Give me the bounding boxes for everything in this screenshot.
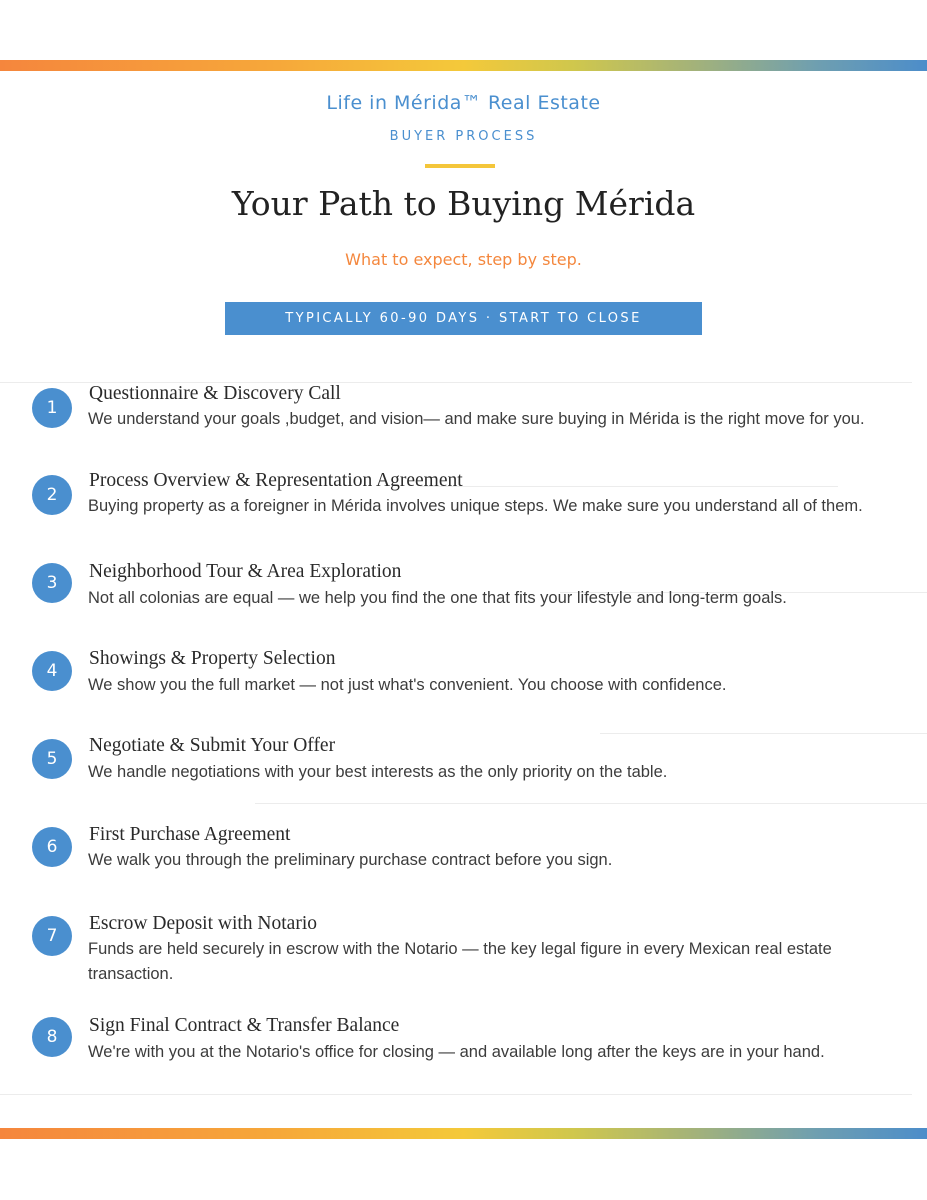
step-description: We understand your goals ,budget, and vision— and make sure buying in Mérida is the right move for you. xyxy=(88,410,865,428)
step-number-badge: 7 xyxy=(32,916,72,956)
brand-name: Life in Mérida™ Real Estate xyxy=(326,92,601,114)
step-number-badge: 1 xyxy=(32,388,72,428)
step-description: We walk you through the preliminary purchase contract before you sign. xyxy=(88,851,613,869)
step-title: Neighborhood Tour & Area Exploration xyxy=(89,561,402,582)
step-title: Questionnaire & Discovery Call xyxy=(89,383,341,404)
step-title: Process Overview & Representation Agreement xyxy=(89,470,463,491)
step-number-badge: 2 xyxy=(32,475,72,515)
step-description: Buying property as a foreigner in Mérida involves unique steps. We make sure you understand all of them. xyxy=(88,497,863,515)
divider xyxy=(600,733,927,734)
page-subtitle: What to expect, step by step. xyxy=(345,250,582,269)
step-title: Escrow Deposit with Notario xyxy=(89,913,318,934)
accent-rule xyxy=(425,164,495,168)
step-number-badge: 4 xyxy=(32,651,72,691)
step-description: We're with you at the Notario's office for closing — and available long after the keys are in your hand. xyxy=(88,1043,825,1061)
step-title: Showings & Property Selection xyxy=(89,648,336,669)
step-description: We handle negotiations with your best interests as the only priority on the table. xyxy=(88,763,668,781)
step-number-badge: 3 xyxy=(32,563,72,603)
step-number-badge: 5 xyxy=(32,739,72,779)
top-gradient-bar xyxy=(0,60,927,71)
step-title: First Purchase Agreement xyxy=(89,824,291,845)
divider xyxy=(0,1094,912,1095)
step-number-badge: 6 xyxy=(32,827,72,867)
bottom-gradient-bar xyxy=(0,1128,927,1139)
step-description: Not all colonias are equal — we help you find the one that fits your lifestyle and long-term goals. xyxy=(88,589,787,607)
step-number-badge: 8 xyxy=(32,1017,72,1057)
step-title: Sign Final Contract & Transfer Balance xyxy=(89,1015,400,1036)
step-title: Negotiate & Submit Your Offer xyxy=(89,735,336,756)
page-title: Your Path to Buying Mérida xyxy=(231,184,696,223)
timeline-banner: TYPICALLY 60-90 DAYS · START TO CLOSE xyxy=(225,302,702,335)
divider xyxy=(255,803,927,804)
step-description: Funds are held securely in escrow with the Notario — the key legal figure in every Mexican real estate transaction. xyxy=(88,940,832,983)
divider xyxy=(420,486,838,487)
section-eyebrow: BUYER PROCESS xyxy=(389,129,538,144)
step-description: We show you the full market — not just what's convenient. You choose with confidence. xyxy=(88,676,727,694)
